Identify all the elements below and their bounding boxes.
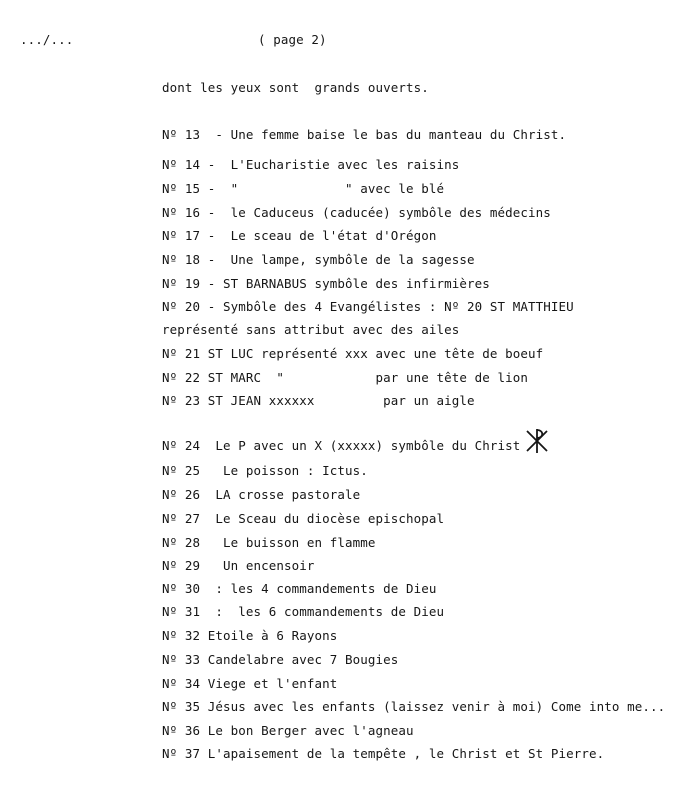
list-item-33: Nº 33 Candelabre avec 7 Bougies [162,652,399,667]
list-item-32: Nº 32 Etoile à 6 Rayons [162,628,338,643]
list-item-23: Nº 23 ST JEAN xxxxxx par un aigle [162,393,475,408]
list-item-36: Nº 36 Le bon Berger avec l'agneau [162,723,414,738]
list-item-20: Nº 20 - Symbôle des 4 Evangélistes : Nº 20 ST MATTHIEU [162,299,574,314]
list-item-18: Nº 18 - Une lampe, symbôle de la sagesse [162,252,475,267]
list-item-37: Nº 37 L'apaisement de la tempête , le Christ et St Pierre. [162,746,605,761]
list-item-24: Nº 24 Le P avec un X (xxxxx) symbôle du Christ [162,438,521,453]
list-item-14: Nº 14 - L'Eucharistie avec les raisins [162,157,460,172]
page-continuation-mark: .../... [20,32,74,47]
list-item-25: Nº 25 Le poisson : Ictus. [162,463,368,478]
list-item-35: Nº 35 Jésus avec les enfants (laissez venir à moi) Come into me... [162,699,666,714]
list-item-15: Nº 15 - " " avec le blé [162,181,445,196]
list-item-28: Nº 28 Le buisson en flamme [162,535,376,550]
list-item-34: Nº 34 Viege et l'enfant [162,676,338,691]
list-item-22: Nº 22 ST MARC " par une tête de lion [162,370,529,385]
page-number: ( page 2) [258,32,327,47]
list-item-21: Nº 21 ST LUC représenté xxx avec une tête de boeuf [162,346,544,361]
list-item-27: Nº 27 Le Sceau du diocèse epischopal [162,511,445,526]
list-item-19: Nº 19 - ST BARNABUS symbôle des infirmières [162,276,490,291]
list-item-16: Nº 16 - le Caduceus (caducée) symbôle des médecins [162,205,551,220]
list-item-17: Nº 17 - Le sceau de l'état d'Orégon [162,228,437,243]
list-item-26: Nº 26 LA crosse pastorale [162,487,361,502]
list-item-30: Nº 30 : les 4 commandements de Dieu [162,581,437,596]
list-item-31: Nº 31 : les 6 commandements de Dieu [162,604,445,619]
list-item-20-continued: représenté sans attribut avec des ailes [162,322,460,337]
intro-line: dont les yeux sont grands ouverts. [162,80,429,95]
chi-rho-symbol-icon [524,428,550,454]
list-item-13: Nº 13 - Une femme baise le bas du manteau du Christ. [162,127,567,142]
list-item-29: Nº 29 Un encensoir [162,558,315,573]
